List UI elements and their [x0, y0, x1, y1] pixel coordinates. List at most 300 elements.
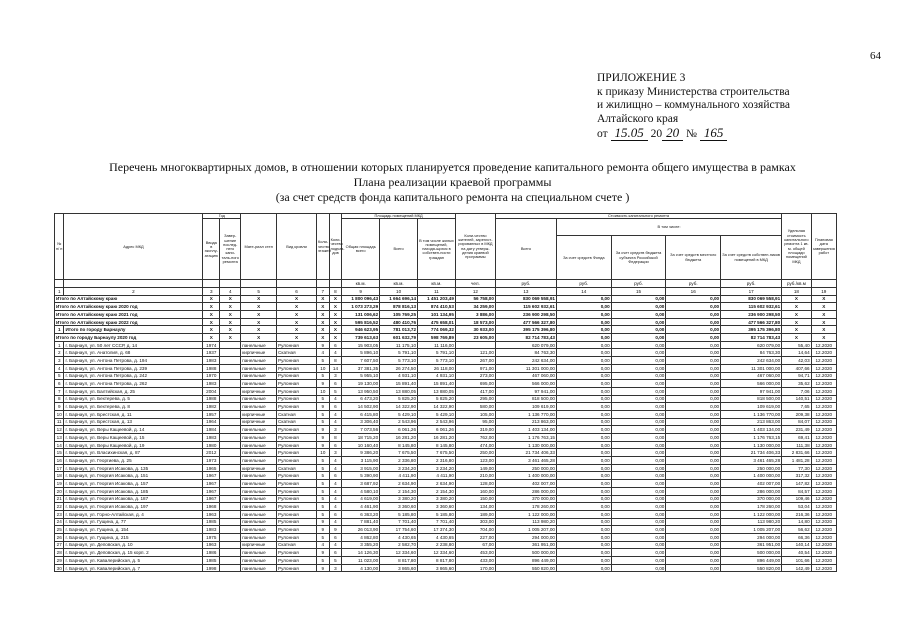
col-date-header: Плановая дата завершения работ: [811, 214, 836, 280]
entrances: 3: [329, 449, 342, 457]
cost-fund: 0,00: [556, 387, 611, 395]
year-commission: 1967: [203, 487, 220, 495]
area-residential: 3 360,60: [418, 503, 456, 511]
year-last-repair: [220, 457, 241, 465]
planned-date: 12.2020: [811, 372, 836, 380]
entrances: 6: [329, 533, 342, 541]
address: г. Барнаул, ул. Георгия Исакова, д. 187: [64, 495, 203, 503]
column-number-cell: 11: [418, 287, 456, 295]
col-area-group-header: Площадь помещений МКД: [342, 214, 456, 219]
total-row: [55, 303, 837, 311]
floors: 9: [317, 441, 330, 449]
cost-total: 178 260,00: [495, 503, 556, 511]
unit-cell: кв.м.: [342, 280, 380, 288]
cost-fund: 0,00: [556, 480, 611, 488]
table-row: [55, 357, 837, 365]
planned-date: 12.2020: [811, 526, 836, 534]
year-last-repair: [220, 480, 241, 488]
roof-type: Рулонная: [277, 495, 317, 503]
unit-cost: 2 831,66: [782, 449, 811, 457]
area-residential: 26 118,00: [418, 364, 456, 372]
table-row: [55, 564, 837, 572]
year-commission: 1985: [203, 557, 220, 565]
roof-type: Рулонная: [277, 357, 317, 365]
table-row: [55, 449, 837, 457]
floors: 5: [317, 410, 330, 418]
year-last-repair: [220, 372, 241, 380]
address: г. Барнаул, ул. Антона Петрова, д. 242: [64, 372, 203, 380]
area-residential: 3 234,20: [418, 464, 456, 472]
year-commission: 1973: [203, 457, 220, 465]
roof-type: Рулонная: [277, 449, 317, 457]
floors: 10: [317, 387, 330, 395]
col-wall-header: Мате-риал стен: [241, 214, 277, 280]
table-row: [55, 364, 837, 372]
cost-total: 395 175 396,80: [495, 326, 556, 334]
placeholder-x: X: [220, 334, 241, 342]
roof-type: Рулонная: [277, 480, 317, 488]
entrances: 4: [329, 457, 342, 465]
cost-local: 0,00: [666, 449, 721, 457]
column-number-cell: 19: [811, 287, 836, 295]
entrances: 3: [329, 426, 342, 434]
column-number-cell: 6: [277, 287, 317, 295]
wall-material: панельные: [241, 403, 277, 411]
area-all: 3 234,20: [380, 464, 418, 472]
total-area: 3 915,00: [342, 464, 380, 472]
total-area: 131 006,62: [342, 311, 380, 319]
area-residential: 6 061,26: [418, 426, 456, 434]
unit-cost: 55,40: [782, 341, 811, 349]
roof-type: Рулонная: [277, 533, 317, 541]
year-last-repair: [220, 387, 241, 395]
cost-local: 0,00: [666, 503, 721, 511]
total-row: [55, 311, 837, 319]
cost-owners: 1 136 770,00: [721, 410, 782, 418]
area-residential: 4 411,90: [418, 472, 456, 480]
residents: 134,00: [455, 503, 495, 511]
cost-local: 0,00: [666, 380, 721, 388]
cost-rf: 0,00: [611, 418, 666, 426]
residents: 56 758,00: [455, 295, 495, 303]
residents: 67,00: [455, 541, 495, 549]
roof-type: Рулонная: [277, 549, 317, 557]
unit-cell: руб.: [721, 280, 782, 288]
cost-owners: 1 400 000,00: [721, 472, 782, 480]
col-year-repair-header: Завер-шение послед-него капи-таль-ного ремонта: [220, 219, 241, 280]
unit-cost: 231,49: [782, 426, 811, 434]
table-row: [55, 503, 837, 511]
total-row: [55, 326, 837, 334]
row-number: 23: [55, 510, 64, 518]
cost-fund: 0,00: [556, 303, 611, 311]
handwritten-date: 15.05: [611, 125, 648, 141]
column-number-cell: 8: [329, 287, 342, 295]
planned-date: 12.2020: [811, 349, 836, 357]
total-area: 9 386,20: [342, 449, 380, 457]
total-area: 4 580,10: [342, 487, 380, 495]
cost-owners: 395 175 396,80: [721, 326, 782, 334]
planned-date: 12.2020: [811, 480, 836, 488]
placeholder-x: X: [203, 311, 220, 319]
cost-rf: 0,00: [611, 295, 666, 303]
area-all: 17 754,60: [380, 526, 418, 534]
total-label: Итого по Алтайскому краю 2021 год: [55, 311, 203, 319]
area-all: 7 701,40: [380, 518, 418, 526]
area-all: 2 582,70: [380, 541, 418, 549]
cost-owners: 21 734 406,33: [721, 449, 782, 457]
column-number-cell: 3: [203, 287, 220, 295]
wall-material: кирпичные: [241, 418, 277, 426]
row-number: 4: [55, 364, 64, 372]
roof-type: Скатная: [277, 349, 317, 357]
year-commission: 1967: [203, 472, 220, 480]
floors: 5: [317, 495, 330, 503]
area-residential: 3 380,20: [418, 495, 456, 503]
entrances: 4: [329, 541, 342, 549]
wall-material: панельные: [241, 487, 277, 495]
entrances: 4: [329, 349, 342, 357]
placeholder-x: X: [317, 295, 330, 303]
cost-fund: 0,00: [556, 349, 611, 357]
wall-material: панельные: [241, 441, 277, 449]
column-number-cell: 16: [666, 287, 721, 295]
total-area: 19 130,00: [342, 380, 380, 388]
year-last-repair: [220, 495, 241, 503]
year-last-repair: [220, 418, 241, 426]
residents: 417,00: [455, 387, 495, 395]
row-number: 16: [55, 457, 64, 465]
cost-rf: 0,00: [611, 510, 666, 518]
placeholder-x: X: [329, 318, 342, 326]
planned-date: 12.2020: [811, 380, 836, 388]
placeholder-x: X: [241, 318, 277, 326]
floors: 9: [317, 526, 330, 534]
cost-local: 0,00: [666, 480, 721, 488]
planned-date: 12.2020: [811, 403, 836, 411]
entrances: 4: [329, 464, 342, 472]
unit-cell: [241, 280, 277, 288]
cost-owners: 500 000,00: [721, 549, 782, 557]
area-all: 12 334,60: [380, 549, 418, 557]
cost-owners: 1 130 000,00: [721, 441, 782, 449]
year-last-repair: [220, 541, 241, 549]
cost-total: 82 714 783,43: [495, 334, 556, 342]
cost-fund: 0,00: [556, 526, 611, 534]
cost-owners: 97 941,00: [721, 387, 782, 395]
total-label: Итого по Алтайскому краю 2022 год: [55, 318, 203, 326]
unit-cell: [329, 280, 342, 288]
cost-total: 242 634,00: [495, 357, 556, 365]
address: г. Барнаул, ул. Веры Кащеевой, д. 14: [64, 426, 203, 434]
roof-type: Рулонная: [277, 395, 317, 403]
cost-owners: 620 079,00: [721, 341, 782, 349]
cost-local: 0,00: [666, 426, 721, 434]
cost-owners: 1 005 207,00: [721, 526, 782, 534]
entrances: 6: [329, 380, 342, 388]
cost-owners: 818 500,00: [721, 395, 782, 403]
column-number-cell: 2: [64, 287, 203, 295]
cost-total: 370 000,00: [495, 495, 556, 503]
total-area: 4 619,00: [342, 495, 380, 503]
entrances: 4: [329, 480, 342, 488]
year-commission: 1980: [203, 441, 220, 449]
row-number: 17: [55, 464, 64, 472]
year-last-repair: [220, 564, 241, 572]
year-commission: 1982: [203, 403, 220, 411]
col-year-group-header: Год: [203, 214, 241, 219]
planned-date: 12.2020: [811, 426, 836, 434]
col-year-commission-header: Ввода в эксплу-атацию: [203, 219, 220, 280]
area-residential: 2 238,80: [418, 541, 456, 549]
cost-local: 0,00: [666, 395, 721, 403]
entrances: 6: [329, 549, 342, 557]
area-residential: 8 817,80: [418, 557, 456, 565]
residents: 453,00: [455, 549, 495, 557]
row-number: 6: [55, 380, 64, 388]
entrances: 3: [329, 564, 342, 572]
entrances: 3: [329, 372, 342, 380]
area-residential: 4 931,10: [418, 372, 456, 380]
entrances: 4: [329, 418, 342, 426]
cost-total: 500 000,00: [495, 549, 556, 557]
area-all: 5 825,20: [380, 395, 418, 403]
area-residential: 14 322,90: [418, 403, 456, 411]
roof-type: Скатная: [277, 464, 317, 472]
cost-rf: 0,00: [611, 426, 666, 434]
floors: 9: [317, 426, 330, 434]
address: г. Барнаул, ул. Брестская, д. 13: [64, 418, 203, 426]
area-residential: 16 281,20: [418, 434, 456, 442]
year-last-repair: [220, 526, 241, 534]
residents: 95,00: [455, 418, 495, 426]
area-all: 2 336,80: [380, 457, 418, 465]
year-commission: 1963: [203, 510, 220, 518]
cost-local: 0,00: [666, 410, 721, 418]
wall-material: панельные: [241, 472, 277, 480]
table-row: [55, 472, 837, 480]
year-last-repair: [220, 395, 241, 403]
residents: 580,00: [455, 403, 495, 411]
cost-total: 467 060,00: [495, 372, 556, 380]
year-commission: 1988: [203, 364, 220, 372]
floors: 9: [317, 434, 330, 442]
placeholder-x: X: [203, 303, 220, 311]
roof-type: Рулонная: [277, 557, 317, 565]
unit-cost: 56,62: [782, 526, 811, 534]
wall-material: кирпичные: [241, 464, 277, 472]
planned-date: 12.2020: [811, 449, 836, 457]
placeholder-x: X: [241, 303, 277, 311]
placeholder-x: X: [782, 326, 811, 334]
cost-owners: 82 714 783,43: [721, 334, 782, 342]
floors: 10: [317, 364, 330, 372]
cost-owners: 550 820,00: [721, 564, 782, 572]
total-row: [55, 318, 837, 326]
year-commission: 2012: [203, 449, 220, 457]
placeholder-x: X: [811, 318, 836, 326]
col-entrances-header: Коли-чество подъез-дов: [329, 214, 342, 280]
residents: 121,00: [455, 349, 495, 357]
col-cost-total-header: Всего: [495, 219, 556, 280]
total-area: 3 355,20: [342, 541, 380, 549]
area-all: 4 931,10: [380, 372, 418, 380]
address: г. Барнаул, ул. 50 лет СССР, д. 14: [64, 341, 203, 349]
row-number: 30: [55, 564, 64, 572]
area-residential: 17 374,30: [418, 526, 456, 534]
cost-rf: 0,00: [611, 357, 666, 365]
year-last-repair: [220, 349, 241, 357]
row-number: 8: [55, 395, 64, 403]
cost-fund: 0,00: [556, 426, 611, 434]
table-row: [55, 541, 837, 549]
cost-fund: 0,00: [556, 334, 611, 342]
area-all: 5 773,10: [380, 357, 418, 365]
unit-cell: руб.: [666, 280, 721, 288]
placeholder-x: X: [782, 303, 811, 311]
cost-local: 0,00: [666, 472, 721, 480]
unit-cell: [55, 280, 64, 288]
row-number: 18: [55, 472, 64, 480]
entrances: 6: [329, 441, 342, 449]
residents: 971,00: [455, 364, 495, 372]
title-line-2: Плана реализации краевой программы: [353, 175, 552, 189]
planned-date: 12.2020: [811, 495, 836, 503]
cost-rf: 0,00: [611, 480, 666, 488]
unit-cell: [64, 280, 203, 288]
area-all: 5 185,80: [380, 510, 418, 518]
cost-owners: 477 566 327,80: [721, 318, 782, 326]
cost-owners: 1 122 000,00: [721, 510, 782, 518]
total-label: Итого по городу Барнаулу 2020 год: [55, 334, 203, 342]
cost-owners: 109 619,00: [721, 403, 782, 411]
col-area-res-header: В том числе жилых помещений, находя-щихся в собствен-ности граждан: [418, 219, 456, 280]
table-row: [55, 372, 837, 380]
year-commission: 2004: [203, 387, 220, 395]
residents: 319,00: [455, 426, 495, 434]
unit-cost: 14,80: [782, 518, 811, 526]
year-commission: 1963: [203, 541, 220, 549]
roof-type: Рулонная: [277, 387, 317, 395]
wall-material: панельные: [241, 480, 277, 488]
handwritten-year: 20: [662, 125, 683, 141]
placeholder-x: X: [317, 334, 330, 342]
area-residential: 5 773,10: [418, 357, 456, 365]
floors: 9: [317, 403, 330, 411]
roof-type: Скатная: [277, 418, 317, 426]
row-number: 11: [55, 418, 64, 426]
residents: 149,00: [455, 464, 495, 472]
cost-fund: 0,00: [556, 557, 611, 565]
wall-material: панельные: [241, 549, 277, 557]
area-all: 5 429,10: [380, 410, 418, 418]
cost-total: 566 000,00: [495, 380, 556, 388]
residents: 170,00: [455, 564, 495, 572]
cost-fund: 0,00: [556, 495, 611, 503]
cost-total: 250 000,00: [495, 464, 556, 472]
cost-local: 0,00: [666, 549, 721, 557]
cost-total: 1 136 770,00: [495, 410, 556, 418]
roof-type: Рулонная: [277, 403, 317, 411]
roof-type: Рулонная: [277, 434, 317, 442]
table-row: [55, 549, 837, 557]
unit-cost: 209,38: [782, 410, 811, 418]
number-label: №: [686, 128, 697, 140]
address: г. Барнаул, ул. Антона Петрова, д. 262: [64, 380, 203, 388]
planned-date: 12.2020: [811, 434, 836, 442]
year-commission: 1957: [203, 410, 220, 418]
year-commission: 1967: [203, 480, 220, 488]
wall-material: панельные: [241, 372, 277, 380]
cost-rf: 0,00: [611, 518, 666, 526]
address: г. Барнаул, ул. Власихинская, д. 87: [64, 449, 203, 457]
cost-rf: 0,00: [611, 410, 666, 418]
cost-rf: 0,00: [611, 449, 666, 457]
wall-material: кирпичные: [241, 387, 277, 395]
cost-local: 0,00: [666, 510, 721, 518]
unit-cost: 35,62: [782, 380, 811, 388]
area-residential: 7 701,40: [418, 518, 456, 526]
planned-date: 12.2020: [811, 541, 836, 549]
wall-material: кирпичные: [241, 349, 277, 357]
cost-rf: 0,00: [611, 387, 666, 395]
floors: 5: [317, 357, 330, 365]
cost-total: 213 863,00: [495, 418, 556, 426]
col-cost-group-header: Стоимость капитального ремонта: [495, 214, 781, 219]
unit-cell: [317, 280, 330, 288]
address: г. Барнаул, ул. Кавалерийская, д. 5: [64, 557, 203, 565]
column-number-cell: 5: [241, 287, 277, 295]
cost-rf: 0,00: [611, 380, 666, 388]
floors: 9: [317, 549, 330, 557]
planned-date: 12.2020: [811, 503, 836, 511]
floors: 5: [317, 372, 330, 380]
entrances: 6: [329, 403, 342, 411]
col-area-all-header: Всего: [380, 219, 418, 280]
area-all: 2 154,30: [380, 487, 418, 495]
floors: 9: [317, 564, 330, 572]
cost-fund: 0,00: [556, 326, 611, 334]
address: г. Барнаул, ул. Балтийская, д. 25: [64, 387, 203, 395]
unit-cell: руб./кв.м: [782, 280, 811, 288]
placeholder-x: X: [277, 334, 317, 342]
unit-cost: 42,03: [782, 357, 811, 365]
unit-cell: кв.м.: [380, 280, 418, 288]
total-area: 5 390,90: [342, 472, 380, 480]
cost-total: 402 007,00: [495, 480, 556, 488]
placeholder-x: X: [203, 334, 220, 342]
column-number-cell: 4: [220, 287, 241, 295]
placeholder-x: X: [811, 303, 836, 311]
floors: 5: [317, 457, 330, 465]
placeholder-x: X: [220, 303, 241, 311]
total-area: 3 306,40: [342, 418, 380, 426]
area-residential: 874 410,53: [418, 303, 456, 311]
cost-fund: 0,00: [556, 357, 611, 365]
address: г. Барнаул, ул. Брестская, д. 11: [64, 410, 203, 418]
year-last-repair: [220, 549, 241, 557]
year-commission: 1983: [203, 380, 220, 388]
total-area: 1 800 096,43: [342, 295, 380, 303]
cost-owners: 242 634,00: [721, 357, 782, 365]
placeholder-x: X: [277, 303, 317, 311]
cost-local: 0,00: [666, 403, 721, 411]
total-area: 5 896,10: [342, 349, 380, 357]
unit-cost: 109,46: [782, 495, 811, 503]
residents: 273,00: [455, 372, 495, 380]
cost-rf: 0,00: [611, 457, 666, 465]
floors: 4: [317, 541, 330, 549]
